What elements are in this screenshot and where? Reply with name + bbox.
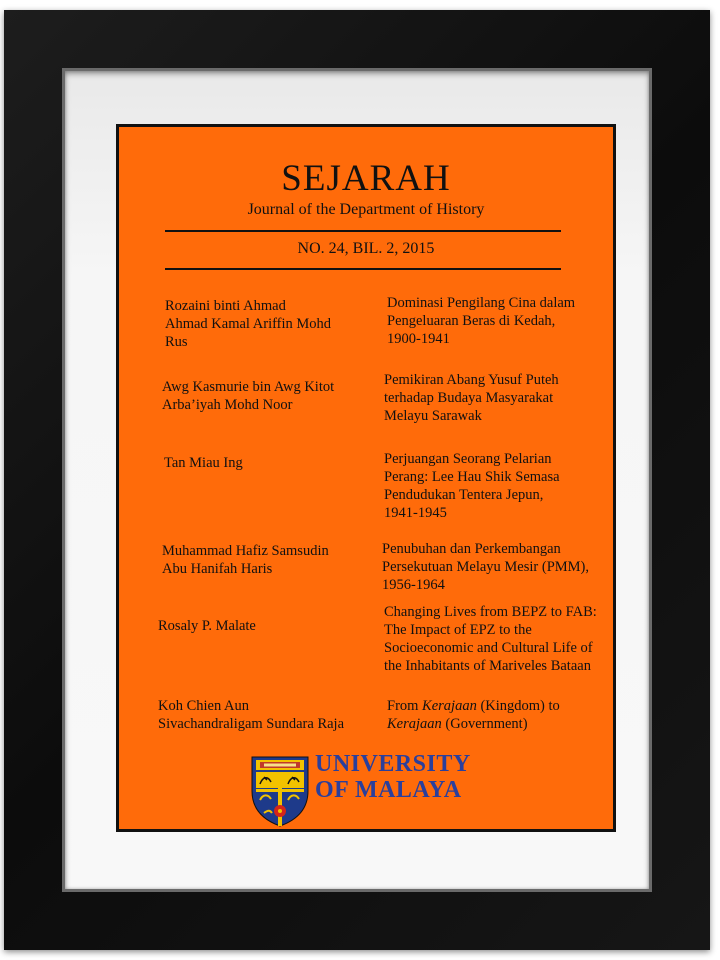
article-title-line: Persekutuan Melayu Mesir (PMM),: [382, 559, 590, 575]
entry-1-title: [387, 294, 609, 348]
entry-4-authors: [162, 542, 352, 578]
journal-cover: [116, 124, 616, 832]
title-prefix: From: [387, 698, 423, 714]
article-title-line: 1956-1964: [382, 577, 445, 593]
author-name: Rus: [165, 334, 188, 350]
divider-top: [165, 230, 561, 232]
entry-2-authors: [162, 378, 352, 414]
university-crest-icon: [250, 753, 310, 827]
entry-2-title: [384, 371, 606, 425]
entry-3-title: [384, 450, 606, 522]
author-name: Tan Miau Ing: [164, 455, 243, 471]
university-name-line2: OF MALAYA: [315, 777, 462, 803]
article-title-line: Pengeluaran Beras di Kedah,: [387, 313, 556, 329]
article-title-line: [387, 715, 609, 733]
university-name-line1: UNIVERSITY: [315, 751, 471, 777]
title-rest: (Government): [441, 716, 528, 732]
author-name: Ahmad Kamal Ariffin Mohd: [165, 316, 332, 332]
entry-5-authors: [158, 617, 348, 635]
entry-1-authors: [165, 297, 355, 351]
article-title-line: The Impact of EPZ to the: [384, 622, 532, 638]
article-title-line: terhadap Budaya Masyarakat: [384, 390, 554, 406]
author-name: Abu Hanifah Haris: [162, 561, 273, 577]
author-name: Rosaly P. Malate: [158, 618, 256, 634]
article-title-line: Dominasi Pengilang Cina dalam: [387, 295, 576, 311]
article-title-line: the Inhabitants of Mariveles Bataan: [384, 658, 591, 674]
university-name: [315, 751, 471, 803]
author-name: Rozaini binti Ahmad: [165, 298, 286, 314]
article-title-line: Pendudukan Tentera Jepun,: [384, 487, 544, 503]
article-title-line: Changing Lives from BEPZ to FAB:: [384, 604, 597, 620]
entry-6-authors: [158, 697, 368, 733]
author-name: Koh Chien Aun: [158, 698, 250, 714]
article-title-line: Melayu Sarawak: [384, 408, 482, 424]
article-title-line: Perjuangan Seorang Pelarian: [384, 451, 552, 467]
entry-5-title: [384, 603, 616, 675]
author-name: Arba’iyah Mohd Noor: [162, 397, 293, 413]
journal-title: SEJARAH: [281, 158, 451, 199]
article-title-line: Socioeconomic and Cultural Life of: [384, 640, 593, 656]
title-italic: Kerajaan: [422, 698, 477, 714]
article-title-line: Perang: Lee Hau Shik Semasa: [384, 469, 560, 485]
author-name: Awg Kasmurie bin Awg Kitot: [162, 379, 335, 395]
author-name: Muhammad Hafiz Samsudin: [162, 543, 329, 559]
article-title-line: 1941-1945: [384, 505, 447, 521]
article-title-line: Penubuhan dan Perkembangan: [382, 541, 561, 557]
author-name: Sivachandraligam Sundara Raja: [158, 716, 345, 732]
title-rest: (Kingdom) to: [476, 698, 560, 714]
journal-subtitle: Journal of the Department of History: [247, 201, 485, 218]
divider-bottom: [165, 268, 561, 270]
entry-4-title: [382, 540, 614, 594]
article-title-line: 1900-1941: [387, 331, 450, 347]
entry-6-title: [387, 697, 609, 733]
entry-3-authors: [164, 454, 354, 472]
article-title-line: Pemikiran Abang Yusuf Puteh: [384, 372, 559, 388]
title-italic: Kerajaan: [387, 716, 442, 732]
article-title-line: [387, 697, 609, 715]
issue-number: NO. 24, BIL. 2, 2015: [297, 240, 435, 257]
